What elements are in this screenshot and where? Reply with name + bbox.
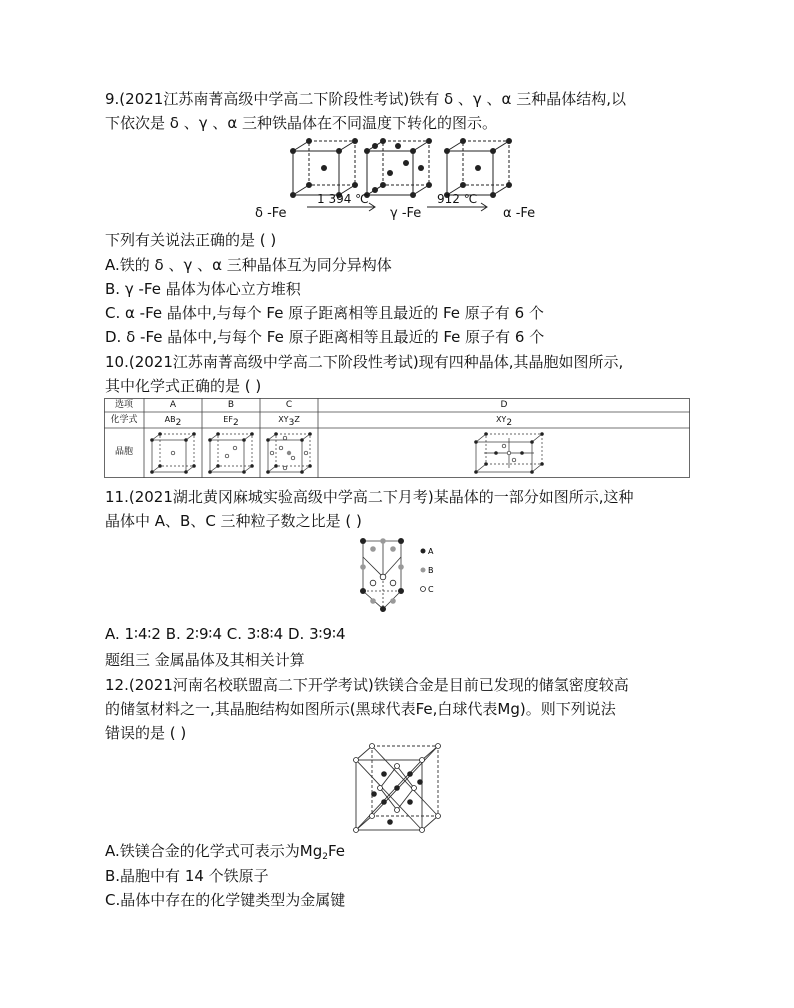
formula-a: AB2 [164, 415, 182, 428]
legend-c: C [428, 585, 434, 594]
table-header-formula: 化学式 [110, 415, 138, 425]
q11-stem-line1: 11.(2021湖北黄冈麻城实验高级中学高二下月考)某晶体的一部分如图所示,这种 [105, 488, 634, 506]
table-col-b: B [227, 400, 235, 410]
q11-options: A. 1∶4∶2 B. 2∶9∶4 C. 3∶8∶4 D. 3∶9∶4 [105, 625, 346, 643]
table-col-d: D [500, 400, 508, 410]
q12-crystal-diagram [354, 744, 444, 832]
section-heading: 题组三 金属晶体及其相关计算 [105, 651, 305, 669]
q12-option-c: C.晶体中存在的化学键类型为金属键 [105, 891, 346, 909]
label-gamma-fe: γ -Fe [390, 206, 422, 221]
label-alpha-fe: α -Fe [503, 206, 536, 221]
table-header-cell: 晶胞 [114, 447, 133, 457]
q11-crystal-diagram [355, 537, 445, 617]
table-col-a: A [169, 400, 177, 410]
q9-option-b: B. γ -Fe 晶体为体心立方堆积 [105, 280, 301, 298]
formula-b: EF2 [223, 415, 239, 428]
q9-stem-line1: 9.(2021江苏南菁高级中学高二下阶段性考试)铁有 δ 、γ 、α 三种晶体结构,以 [105, 90, 626, 108]
q9-crystal-diagram [255, 135, 555, 225]
table-header-option: 选项 [114, 400, 133, 410]
q12-option-b: B.晶胞中有 14 个铁原子 [105, 867, 269, 885]
temp-912: 912 ℃ [437, 192, 478, 206]
q12-option-a: A.铁镁合金的化学式可表示为$Mg_2Fe$ [105, 842, 346, 862]
q12-stem-line3: 错误的是 ( ) [105, 724, 187, 742]
q12-stem-line1: 12.(2021河南名校联盟高二下开学考试)铁镁合金是目前已发现的储氢密度较高 [105, 676, 629, 694]
label-delta-fe: δ -Fe [255, 206, 287, 221]
q9-question: 下列有关说法正确的是 ( ) [105, 231, 277, 249]
formula-c: XY3Z [278, 415, 300, 428]
legend-b: B [428, 566, 434, 575]
q9-option-a: A.铁的 δ 、γ 、α 三种晶体互为同分异构体 [105, 256, 392, 274]
q11-stem-line2: 晶体中 A、B、C 三种粒子数之比是 ( ) [105, 512, 362, 530]
q9-option-c: C. α -Fe 晶体中,与每个 Fe 原子距离相等且最近的 Fe 原子有 6 个 [105, 304, 544, 322]
q12-stem-line2: 的储氢材料之一,其晶胞结构如图所示(黑球代表Fe,白球代表Mg)。则下列说法 [105, 700, 616, 718]
q10-options-table [104, 398, 690, 478]
table-col-c: C [285, 400, 293, 410]
q10-stem-line2: 其中化学式正确的是 ( ) [105, 377, 262, 395]
legend-a: A [428, 547, 434, 556]
q9-option-d: D. δ -Fe 晶体中,与每个 Fe 原子距离相等且最近的 Fe 原子有 6 个 [105, 328, 545, 346]
q10-stem-line1: 10.(2021江苏南菁高级中学高二下阶段性考试)现有四种晶体,其晶胞如图所示, [105, 353, 624, 371]
q9-stem-line2: 下依次是 δ 、γ 、α 三种铁晶体在不同温度下转化的图示。 [105, 114, 498, 132]
formula-d: XY2 [495, 415, 513, 428]
temp-1394: 1 394 ℃ [317, 192, 369, 206]
